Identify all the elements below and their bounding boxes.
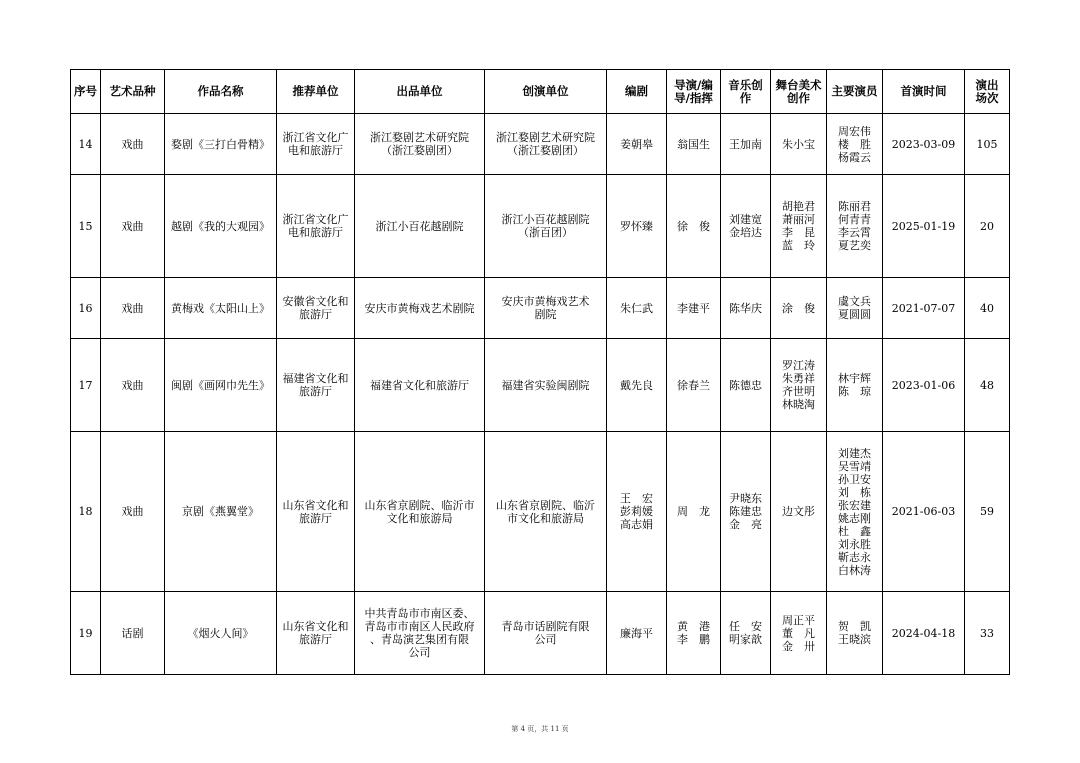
cell-genre: 戏曲 <box>101 278 165 339</box>
cell-recommender: 福建省文化和 旅游厅 <box>277 339 355 432</box>
col-header-writer: 编剧 <box>607 70 667 114</box>
cell-director: 翁国生 <box>667 114 721 175</box>
col-header-genre: 艺术品种 <box>101 70 165 114</box>
header-row <box>71 70 1010 114</box>
cell-stage: 朱小宝 <box>771 114 827 175</box>
cell-no: 16 <box>71 278 101 339</box>
cell-genre: 话剧 <box>101 592 165 675</box>
cell-writer: 朱仁武 <box>607 278 667 339</box>
cell-producer: 福建省文化和旅游厅 <box>355 339 485 432</box>
cell-no: 17 <box>71 339 101 432</box>
cell-director: 徐 俊 <box>667 175 721 278</box>
cell-writer: 罗怀臻 <box>607 175 667 278</box>
table-row <box>71 175 1010 278</box>
cell-recommender: 浙江省文化广 电和旅游厅 <box>277 114 355 175</box>
col-header-director: 导演/编 导/指挥 <box>667 70 721 114</box>
cell-stage: 边文彤 <box>771 432 827 592</box>
cell-producer: 浙江婺剧艺术研究院 （浙江婺剧团） <box>355 114 485 175</box>
cell-genre: 戏曲 <box>101 114 165 175</box>
cell-writer: 姜朝皋 <box>607 114 667 175</box>
col-header-no: 序号 <box>71 70 101 114</box>
cell-stage: 涂 俊 <box>771 278 827 339</box>
col-header-title: 作品名称 <box>165 70 277 114</box>
cell-title: 黄梅戏《太阳山上》 <box>165 278 277 339</box>
cell-genre: 戏曲 <box>101 175 165 278</box>
cell-producer: 浙江小百花越剧院 <box>355 175 485 278</box>
cell-producer: 中共青岛市市南区委、 青岛市市南区人民政府 、青岛演艺集团有限 公司 <box>355 592 485 675</box>
cell-genre: 戏曲 <box>101 339 165 432</box>
table-row <box>71 432 1010 592</box>
cell-stage: 胡艳君 萧丽河 李 昆 蓝 玲 <box>771 175 827 278</box>
cell-premiere: 2025-01-19 <box>883 175 965 278</box>
cell-writer: 戴先良 <box>607 339 667 432</box>
cell-actors: 刘建杰 吴雪靖 孙卫安 刘 栋 张宏建 姚志刚 杜 鑫 刘永胜 靳志永 白林涛 <box>827 432 883 592</box>
cell-shows: 33 <box>965 592 1010 675</box>
cell-actors: 虞文兵 夏圆圆 <box>827 278 883 339</box>
cell-genre: 戏曲 <box>101 432 165 592</box>
cell-music: 任 安 明家歆 <box>721 592 771 675</box>
cell-actors: 林宇辉 陈 琼 <box>827 339 883 432</box>
cell-no: 18 <box>71 432 101 592</box>
cell-shows: 48 <box>965 339 1010 432</box>
cell-creator: 安庆市黄梅戏艺术 剧院 <box>485 278 607 339</box>
cell-music: 尹晓东 陈建忠 金 亮 <box>721 432 771 592</box>
cell-director: 周 龙 <box>667 432 721 592</box>
col-header-producer: 出品单位 <box>355 70 485 114</box>
col-header-music: 音乐创作 <box>721 70 771 114</box>
cell-director: 徐春兰 <box>667 339 721 432</box>
col-header-creator: 创演单位 <box>485 70 607 114</box>
table-row <box>71 114 1010 175</box>
cell-title: 婺剧《三打白骨精》 <box>165 114 277 175</box>
cell-creator: 浙江小百花越剧院 （浙百团） <box>485 175 607 278</box>
col-header-stage: 舞台美术 创作 <box>771 70 827 114</box>
cell-premiere: 2023-01-06 <box>883 339 965 432</box>
cell-title: 越剧《我的大观园》 <box>165 175 277 278</box>
cell-recommender: 山东省文化和 旅游厅 <box>277 592 355 675</box>
cell-recommender: 安徽省文化和 旅游厅 <box>277 278 355 339</box>
cell-creator: 浙江婺剧艺术研究院 （浙江婺剧团） <box>485 114 607 175</box>
cell-stage: 周正平 董 凡 金 卅 <box>771 592 827 675</box>
cell-producer: 山东省京剧院、临沂市 文化和旅游局 <box>355 432 485 592</box>
table-row <box>71 339 1010 432</box>
cell-creator: 山东省京剧院、临沂 市文化和旅游局 <box>485 432 607 592</box>
table-row <box>71 278 1010 339</box>
cell-writer: 廉海平 <box>607 592 667 675</box>
cell-shows: 40 <box>965 278 1010 339</box>
cell-title: 《烟火人间》 <box>165 592 277 675</box>
table-row <box>71 592 1010 675</box>
cell-shows: 20 <box>965 175 1010 278</box>
cell-writer: 王 宏 彭莉媛 高志娟 <box>607 432 667 592</box>
cell-director: 李建平 <box>667 278 721 339</box>
cell-actors: 陈丽君 何青青 李云霄 夏艺奕 <box>827 175 883 278</box>
cell-producer: 安庆市黄梅戏艺术剧院 <box>355 278 485 339</box>
cell-premiere: 2023-03-09 <box>883 114 965 175</box>
cell-music: 刘建宽 金培达 <box>721 175 771 278</box>
cell-no: 15 <box>71 175 101 278</box>
cell-creator: 青岛市话剧院有限 公司 <box>485 592 607 675</box>
cell-title: 京剧《燕翼堂》 <box>165 432 277 592</box>
page-footer: 第 4 页，共 11 页 <box>511 725 569 733</box>
cell-actors: 贺 凯 王晓滨 <box>827 592 883 675</box>
cell-music: 陈德忠 <box>721 339 771 432</box>
col-header-shows: 演出 场次 <box>965 70 1010 114</box>
cell-recommender: 山东省文化和 旅游厅 <box>277 432 355 592</box>
cell-creator: 福建省实验闽剧院 <box>485 339 607 432</box>
cell-music: 陈华庆 <box>721 278 771 339</box>
cell-premiere: 2024-04-18 <box>883 592 965 675</box>
cell-premiere: 2021-06-03 <box>883 432 965 592</box>
cell-stage: 罗江涛 朱勇祥 齐世明 林晓淘 <box>771 339 827 432</box>
cell-shows: 59 <box>965 432 1010 592</box>
cell-recommender: 浙江省文化广 电和旅游厅 <box>277 175 355 278</box>
col-header-actors: 主要演员 <box>827 70 883 114</box>
cell-music: 王加南 <box>721 114 771 175</box>
cell-premiere: 2021-07-07 <box>883 278 965 339</box>
works-table <box>70 69 1010 675</box>
cell-no: 14 <box>71 114 101 175</box>
cell-shows: 105 <box>965 114 1010 175</box>
col-header-recommender: 推荐单位 <box>277 70 355 114</box>
cell-no: 19 <box>71 592 101 675</box>
cell-director: 黄 港 李 鹏 <box>667 592 721 675</box>
col-header-premiere: 首演时间 <box>883 70 965 114</box>
cell-title: 闽剧《画网巾先生》 <box>165 339 277 432</box>
cell-actors: 周宏伟 楼 胜 杨霞云 <box>827 114 883 175</box>
